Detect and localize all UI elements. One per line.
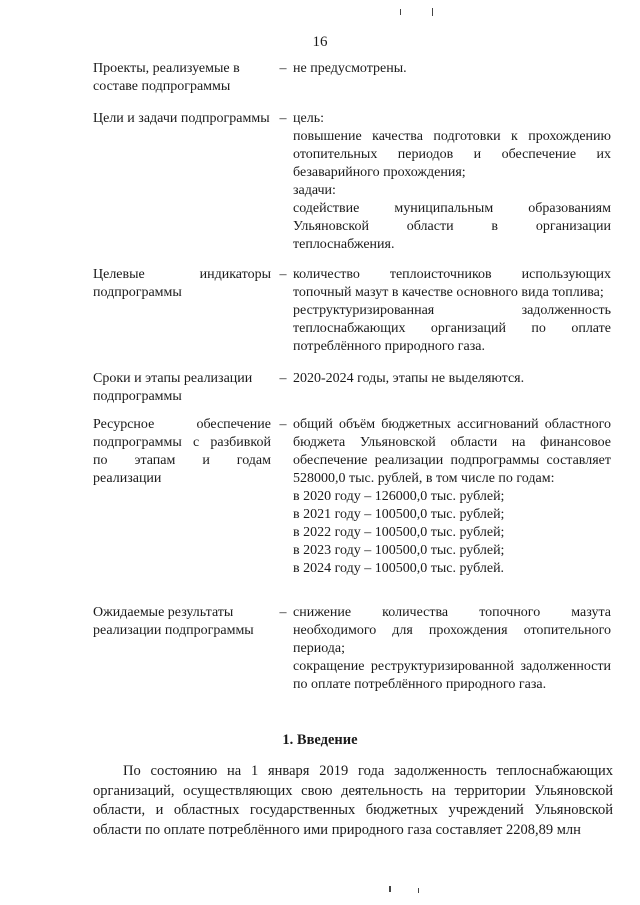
- row-dash: –: [279, 61, 287, 76]
- section-heading: 1. Введение: [282, 732, 358, 748]
- value-paragraph: количество теплоисточников использующих топочный мазут в качестве основного вида топлива;: [293, 267, 611, 300]
- value-paragraph: в 2022 году – 100500,0 тыс. рублей;: [293, 525, 505, 540]
- row-label: Ресурсное обеспечение подпрограммы с разбивкой по этапам и годам реализации: [93, 417, 271, 486]
- value-paragraph: задачи:: [293, 183, 336, 198]
- page-number: 16: [312, 34, 328, 50]
- row-value: [293, 370, 611, 388]
- row-value: [293, 604, 611, 694]
- row-value: [293, 60, 611, 78]
- row-label: Целевые индикаторы подпрограммы: [93, 267, 271, 300]
- value-paragraph: в 2023 году – 100500,0 тыс. рублей;: [293, 543, 505, 558]
- value-paragraph: не предусмотрены.: [293, 61, 407, 76]
- row-dash: –: [279, 371, 287, 386]
- value-paragraph: реструктуризированная задолженность теплоснабжающих организаций по оплате потреблённого природного газа.: [293, 303, 611, 354]
- value-paragraph: сокращение реструктуризированной задолженности по оплате потреблённого природного газа.: [293, 659, 611, 692]
- row-value: [293, 416, 611, 578]
- row-value: [293, 266, 611, 356]
- value-paragraph: в 2021 году – 100500,0 тыс. рублей;: [293, 507, 505, 522]
- value-paragraph: общий объём бюджетных ассигнований областного бюджета Ульяновской области на финансовое обеспечение реализации подпрограммы составляет 528000,0 тыс. рублей, в том числе по годам:: [293, 417, 611, 486]
- value-paragraph: снижение количества топочного мазута необходимого для прохождения отопительного периода;: [293, 605, 611, 656]
- row-dash: –: [279, 111, 287, 126]
- value-paragraph: в 2024 году – 100500,0 тыс. рублей.: [293, 561, 505, 576]
- scan-speck: [400, 9, 401, 15]
- row-dash: –: [279, 605, 287, 620]
- row-value: [293, 110, 611, 254]
- row-label: Ожидаемые результаты реализации подпрограммы: [93, 605, 254, 638]
- row-label: Цели и задачи подпрограммы: [93, 111, 270, 126]
- row-dash: –: [279, 417, 287, 432]
- row-dash: –: [279, 267, 287, 282]
- value-paragraph: содействие муниципальным образованиям Ульяновской области в организации теплоснабжения.: [293, 201, 611, 252]
- row-label: Сроки и этапы реализации подпрограммы: [93, 371, 253, 404]
- intro-paragraph: По состоянию на 1 января 2019 года задолженность теплоснабжающих организаций, осуществляющих свою деятельность на территории Ульяновской области, и областных государственных бюджетных учреждений Ульяновской области по оплате потреблённого ими природного газа составляет 2208,89 млн: [93, 763, 613, 838]
- scan-speck: [418, 888, 419, 893]
- value-paragraph: повышение качества подготовки к прохождению отопительных периодов и обеспечение их безаварийного прохождения;: [293, 129, 611, 180]
- value-paragraph: в 2020 году – 126000,0 тыс. рублей;: [293, 489, 505, 504]
- value-paragraph: 2020-2024 годы, этапы не выделяются.: [293, 371, 525, 386]
- row-label: Проекты, реализуемые в составе подпрограммы: [93, 61, 240, 94]
- value-paragraph: цель:: [293, 111, 324, 126]
- scan-speck: [389, 886, 391, 892]
- scan-speck: [432, 8, 433, 16]
